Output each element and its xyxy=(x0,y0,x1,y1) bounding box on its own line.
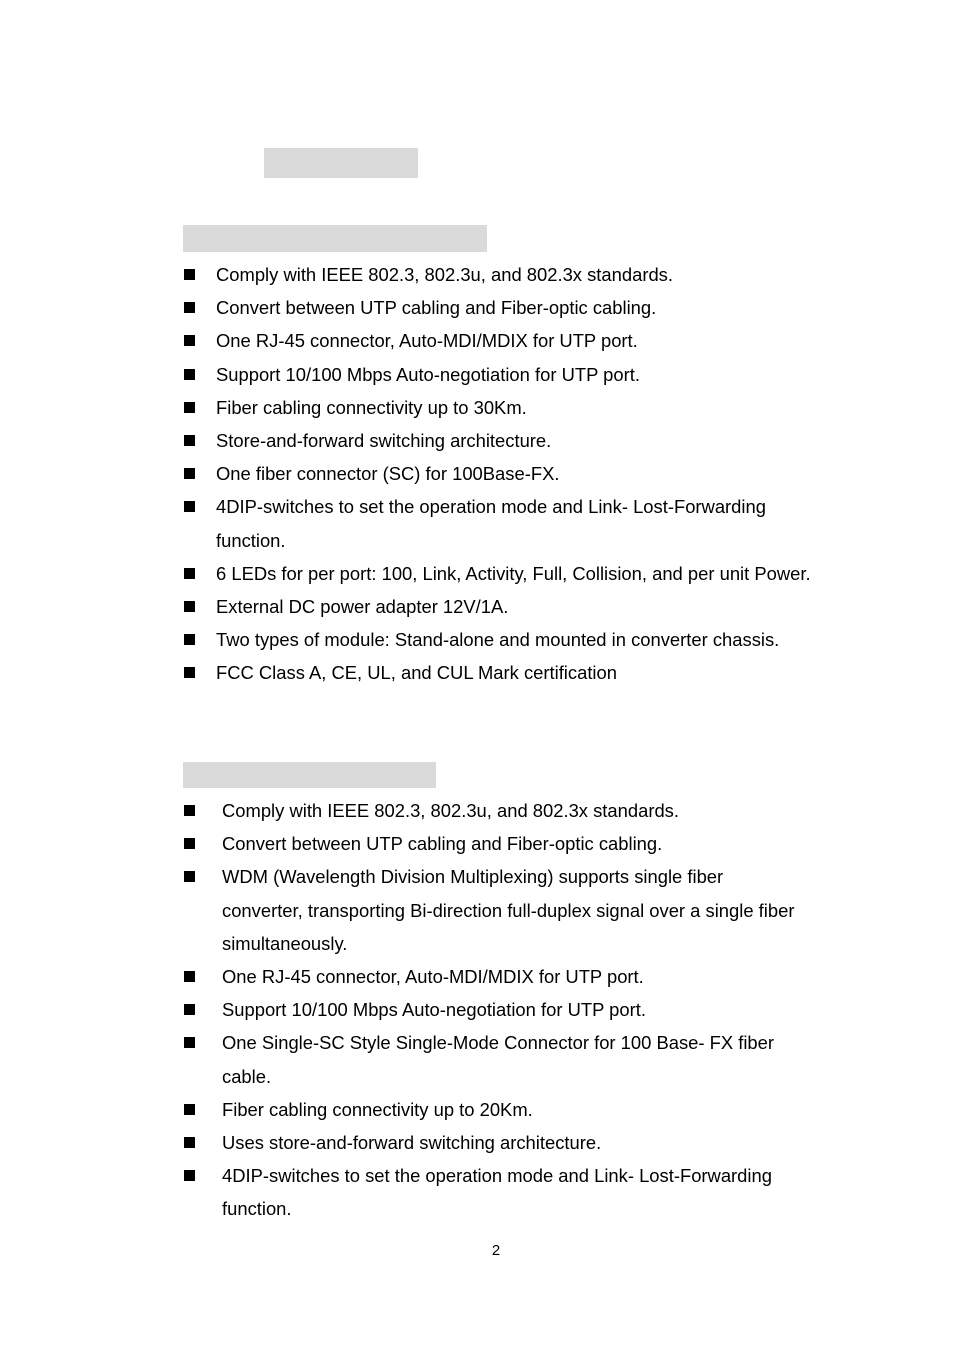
square-bullet-icon xyxy=(184,1137,195,1148)
square-bullet-icon xyxy=(184,501,195,512)
list-item: Comply with IEEE 802.3, 802.3u, and 802.3x standards. xyxy=(183,258,823,291)
redacted-section-1-heading xyxy=(183,225,487,252)
square-bullet-icon xyxy=(184,1104,195,1115)
list-item: Uses store-and-forward switching architecture. xyxy=(183,1126,808,1159)
list-item: WDM (Wavelength Division Multiplexing) supports single fiber converter, transporting Bi-direction full-duplex signal over a single fiber simultaneously. xyxy=(183,860,808,960)
square-bullet-icon xyxy=(184,634,195,645)
square-bullet-icon xyxy=(184,1037,195,1048)
square-bullet-icon xyxy=(184,269,195,280)
list-item: FCC Class A, CE, UL, and CUL Mark certification xyxy=(183,656,823,689)
feature-list-2 xyxy=(183,794,808,1226)
list-item: Fiber cabling connectivity up to 20Km. xyxy=(183,1093,808,1126)
square-bullet-icon xyxy=(184,468,195,479)
redacted-section-2-heading xyxy=(183,762,436,788)
square-bullet-icon xyxy=(184,805,195,816)
page-number: 2 xyxy=(491,1242,501,1259)
list-item: One Single-SC Style Single-Mode Connector for 100 Base- FX fiber cable. xyxy=(183,1026,808,1092)
list-item: Store-and-forward switching architecture. xyxy=(183,424,823,457)
square-bullet-icon xyxy=(184,568,195,579)
list-item: Comply with IEEE 802.3, 802.3u, and 802.3x standards. xyxy=(183,794,808,827)
square-bullet-icon xyxy=(184,1170,195,1181)
list-item: One RJ-45 connector, Auto-MDI/MDIX for UTP port. xyxy=(183,324,823,357)
list-item: Convert between UTP cabling and Fiber-optic cabling. xyxy=(183,827,808,860)
square-bullet-icon xyxy=(184,667,195,678)
list-item: Two types of module: Stand-alone and mounted in converter chassis. xyxy=(183,623,823,656)
square-bullet-icon xyxy=(184,435,195,446)
square-bullet-icon xyxy=(184,1004,195,1015)
feature-list-1 xyxy=(183,258,823,690)
list-item: One RJ-45 connector, Auto-MDI/MDIX for UTP port. xyxy=(183,960,808,993)
list-item: Support 10/100 Mbps Auto-negotiation for UTP port. xyxy=(183,993,808,1026)
list-item: Convert between UTP cabling and Fiber-optic cabling. xyxy=(183,291,823,324)
list-item: One fiber connector (SC) for 100Base-FX. xyxy=(183,457,823,490)
list-item: 4DIP-switches to set the operation mode and Link- Lost-Forwarding function. xyxy=(183,1159,808,1225)
square-bullet-icon xyxy=(184,302,195,313)
list-item: Fiber cabling connectivity up to 30Km. xyxy=(183,391,823,424)
list-item: 4DIP-switches to set the operation mode and Link- Lost-Forwarding function. xyxy=(183,490,823,556)
square-bullet-icon xyxy=(184,335,195,346)
square-bullet-icon xyxy=(184,402,195,413)
square-bullet-icon xyxy=(184,971,195,982)
square-bullet-icon xyxy=(184,838,195,849)
square-bullet-icon xyxy=(184,601,195,612)
list-item: 6 LEDs for per port: 100, Link, Activity, Full, Collision, and per unit Power. xyxy=(183,557,823,590)
list-item: Support 10/100 Mbps Auto-negotiation for UTP port. xyxy=(183,358,823,391)
list-item: External DC power adapter 12V/1A. xyxy=(183,590,823,623)
square-bullet-icon xyxy=(184,369,195,380)
redacted-page-title xyxy=(264,148,418,178)
square-bullet-icon xyxy=(184,871,195,882)
